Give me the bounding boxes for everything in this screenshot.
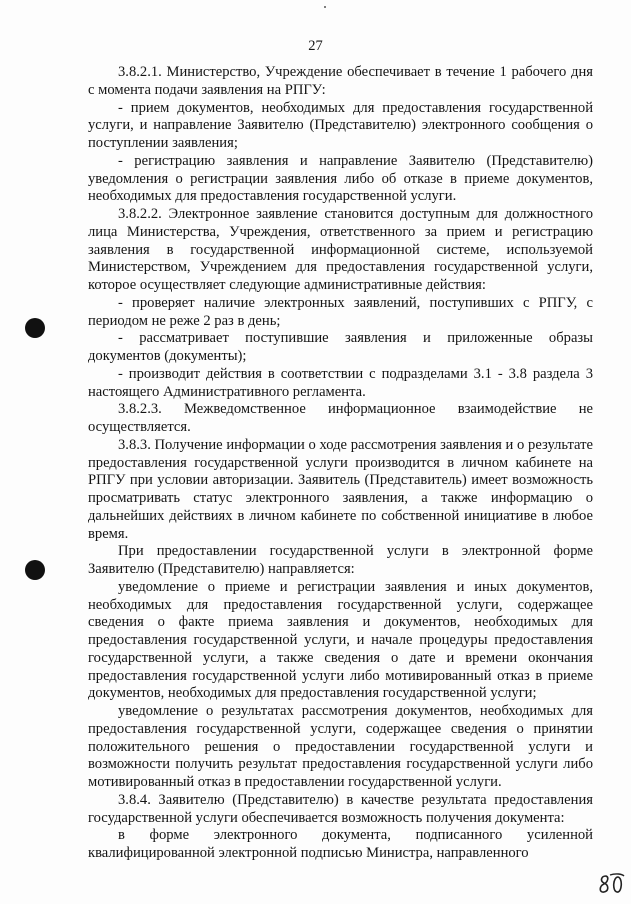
punch-hole-bottom (25, 560, 45, 580)
paragraph-3-8-2-1: 3.8.2.1. Министерство, Учреждение обеспечивает в течение 1 рабочего дня с момента подачи заявления на РПГУ: (88, 64, 593, 98)
punch-hole-top (25, 318, 45, 338)
list-item-registration: - регистрацию заявления и направление Заявителю (Представителю) уведомления о регистрации заявления либо об отказе в приеме документов, необходимых для предоставления государственной услуги. (88, 152, 593, 205)
paragraph-3-8-2-3: 3.8.2.3. Межведомственное информационное взаимодействие не осуществляется. (88, 401, 593, 435)
list-item-check-applications: - проверяет наличие электронных заявлений, поступивших с РПГУ, с периодом не реже 2 раз в день; (88, 294, 593, 329)
handwritten-page-mark (598, 872, 626, 898)
list-item-review-applications: - рассматривает поступившие заявления и приложенные образы документов (документы); (88, 330, 593, 364)
page-number: 27 (308, 38, 323, 54)
paragraph-electronic-form-notice: При предоставлении государственной услуги в электронной форме Заявителю (Представителю) направляется: (88, 543, 593, 577)
paragraph-3-8-4: 3.8.4. Заявителю (Представителю) в качестве результата предоставления государственной услуги обеспечивается возможность получения документа: (88, 791, 593, 826)
list-item-receive-documents: - прием документов, необходимых для предоставления государственной услуги, и направление Заявителю (Представителю) электронного сообщения о поступлении заявления; (88, 99, 593, 151)
paragraph-result-notification: уведомление о результатах рассмотрения документов, необходимых для предоставления государственной услуги, содержащее сведения о принятии положительного решения о предоставлении государственной услуги и возможности получить результат предоставления государственной услуги либо мотивированный отказ в предоставлении государственной услуги. (88, 703, 593, 790)
paragraph-3-8-2-2: 3.8.2.2. Электронное заявление становится доступным для должностного лица Министерства, Учреждения, ответственного за прием и регистрацию заявления в государственной информационной системе, используемой Министерством, Учреждением для предоставления государственной услуги, которое осуществляет следующие административные действия: (88, 206, 593, 293)
scan-speck (324, 6, 326, 8)
list-item-perform-actions: - производит действия в соответствии с подразделами 3.1 - 3.8 раздела 3 настоящего Административного регламента. (88, 365, 593, 400)
paragraph-registration-notification: уведомление о приеме и регистрации заявления и иных документов, необходимых для предоставления государственной услуги, содержащее сведения о факте приема заявления и документов, необходимых для предоставления государственной услуги, и начале процедуры предоставления государственной услуги, а также сведения о дате и времени окончания предоставления государственной услуги либо мотивированный отказ в приеме документов, необходимых для предоставления государственной услуги; (88, 578, 593, 702)
paragraph-electronic-document-form: в форме электронного документа, подписанного усиленной квалифицированной электронной подписью Министра, направленного (88, 827, 593, 861)
document-body (88, 64, 593, 863)
paragraph-3-8-3: 3.8.3. Получение информации о ходе рассмотрения заявления и о результате предоставления государственной услуги производится в личном кабинете на РПГУ при условии авторизации. Заявитель (Представитель) имеет возможность просматривать статус электронного заявления, а также информацию о дальнейших действиях в личном кабинете по собственной инициативе в любое время. (88, 436, 593, 542)
